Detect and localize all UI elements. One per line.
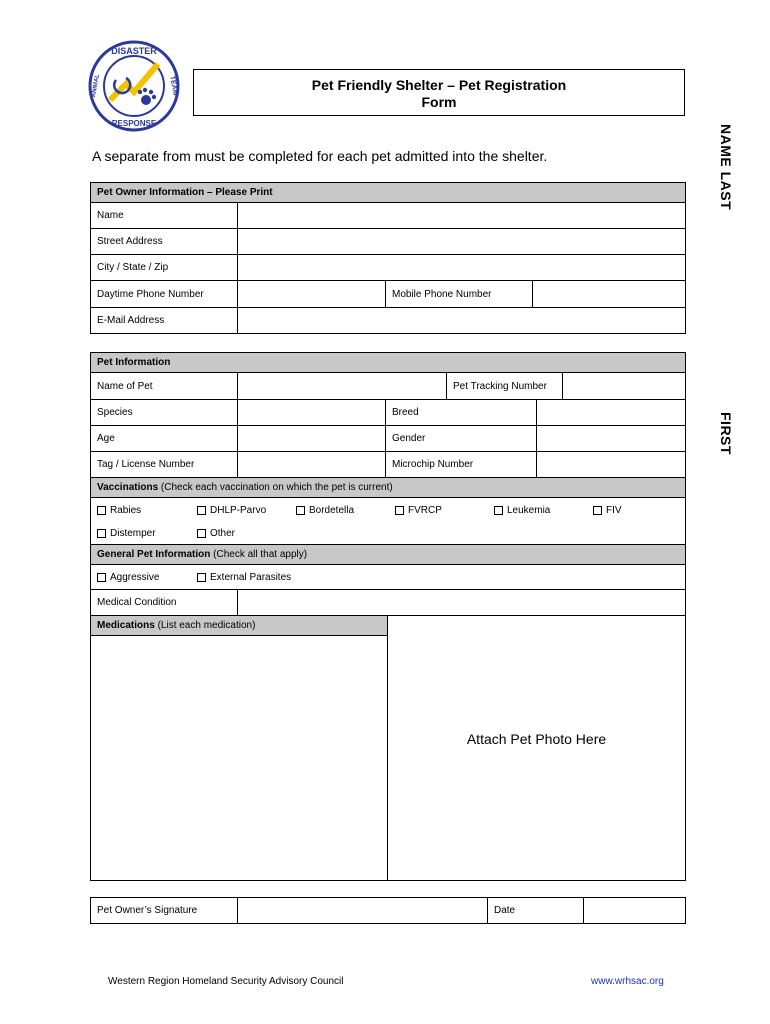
bordetella-label: Bordetella xyxy=(309,505,355,516)
breed-label: Breed xyxy=(385,399,537,426)
aggressive-checkbox[interactable] xyxy=(97,573,106,582)
vaccine-distemper-option[interactable] xyxy=(97,528,156,539)
logo xyxy=(88,40,180,132)
street-label: Street Address xyxy=(90,228,238,255)
leukemia-checkbox[interactable] xyxy=(494,506,503,515)
dhlp-checkbox[interactable] xyxy=(197,506,206,515)
photo-box[interactable] xyxy=(387,615,686,881)
distemper-checkbox[interactable] xyxy=(97,529,106,538)
tracking-label: Pet Tracking Number xyxy=(446,372,563,400)
fvrcp-checkbox[interactable] xyxy=(395,506,404,515)
street-field[interactable] xyxy=(237,228,686,255)
form-title-line2: Form xyxy=(421,94,457,110)
name-last-label: NAME LAST xyxy=(718,124,734,211)
form-title xyxy=(193,69,685,116)
vaccine-rabies-option[interactable] xyxy=(97,505,141,516)
mobile-phone-label: Mobile Phone Number xyxy=(385,280,533,308)
mobile-phone-field[interactable] xyxy=(532,280,686,308)
vaccinations-header-title: Vaccinations xyxy=(97,482,159,493)
tag-field[interactable] xyxy=(237,451,386,478)
distemper-label: Distemper xyxy=(110,528,156,539)
general-info-header-title: General Pet Information xyxy=(97,549,211,560)
owner-section-header: Pet Owner Information – Please Print xyxy=(90,182,686,203)
photo-label: Attach Pet Photo Here xyxy=(466,731,607,747)
microchip-field[interactable] xyxy=(536,451,686,478)
city-field[interactable] xyxy=(237,254,686,281)
parasites-label: External Parasites xyxy=(210,572,292,583)
bordetella-checkbox[interactable] xyxy=(296,506,305,515)
footer-url[interactable]: www.wrhsac.org xyxy=(591,976,664,987)
name-field[interactable] xyxy=(237,202,686,229)
date-field[interactable] xyxy=(583,897,686,924)
vaccine-bordetella-option[interactable] xyxy=(296,505,354,516)
intro-text: A separate from must be completed for each pet admitted into the shelter. xyxy=(92,148,548,164)
fvrcp-label: FVRCP xyxy=(408,505,442,516)
logo-bottom-text: RESPONSE xyxy=(111,119,157,128)
species-field[interactable] xyxy=(237,399,386,426)
pet-name-label: Name of Pet xyxy=(90,372,238,400)
medical-condition-label: Medical Condition xyxy=(90,589,238,616)
fiv-label: FIV xyxy=(606,505,622,516)
vaccinations-header-note: (Check each vaccination on which the pet is current) xyxy=(158,482,393,493)
gender-field[interactable] xyxy=(536,425,686,452)
other-checkbox[interactable] xyxy=(197,529,206,538)
medical-condition-field[interactable] xyxy=(237,589,686,616)
aggressive-label: Aggressive xyxy=(110,572,160,583)
other-label: Other xyxy=(210,528,236,539)
form-title-line1: Pet Friendly Shelter – Pet Registration xyxy=(311,77,567,93)
general-info-header-note: (Check all that apply) xyxy=(210,549,308,560)
name-label: Name xyxy=(90,202,238,229)
date-label: Date xyxy=(487,897,584,924)
vaccine-fvrcp-option[interactable] xyxy=(395,505,442,516)
vaccine-dhlp-option[interactable] xyxy=(197,505,266,516)
day-phone-label: Daytime Phone Number xyxy=(90,280,238,308)
vaccinations-header xyxy=(90,477,686,498)
rabies-checkbox[interactable] xyxy=(97,506,106,515)
gender-label: Gender xyxy=(385,425,537,452)
medications-field[interactable] xyxy=(90,635,388,881)
breed-field[interactable] xyxy=(536,399,686,426)
tracking-field[interactable] xyxy=(562,372,686,400)
vaccine-fiv-option[interactable] xyxy=(593,505,622,516)
species-label: Species xyxy=(90,399,238,426)
first-label: FIRST xyxy=(718,412,734,455)
email-field[interactable] xyxy=(237,307,686,334)
city-label: City / State / Zip xyxy=(90,254,238,281)
email-label: E-Mail Address xyxy=(90,307,238,334)
age-label: Age xyxy=(90,425,238,452)
age-field[interactable] xyxy=(237,425,386,452)
logo-right-text: TEAM xyxy=(168,75,179,97)
general-options-box xyxy=(90,564,686,590)
leukemia-label: Leukemia xyxy=(507,505,551,516)
medications-header-title: Medications xyxy=(97,620,155,631)
parasites-option[interactable] xyxy=(197,572,291,583)
signature-label: Pet Owner’s Signature xyxy=(90,897,238,924)
parasites-checkbox[interactable] xyxy=(197,573,206,582)
vaccine-other-option[interactable] xyxy=(197,528,235,539)
footer-org: Western Region Homeland Security Advisory Council xyxy=(108,976,344,987)
logo-top-text: DISASTER xyxy=(111,46,157,56)
vaccine-leukemia-option[interactable] xyxy=(494,505,550,516)
pet-name-field[interactable] xyxy=(237,372,447,400)
fiv-checkbox[interactable] xyxy=(593,506,602,515)
day-phone-field[interactable] xyxy=(237,280,386,308)
dhlp-label: DHLP-Parvo xyxy=(210,505,267,516)
signature-field[interactable] xyxy=(237,897,488,924)
rabies-label: Rabies xyxy=(110,505,142,516)
general-info-header xyxy=(90,544,686,565)
medications-header xyxy=(90,615,388,636)
microchip-label: Microchip Number xyxy=(385,451,537,478)
aggressive-option[interactable] xyxy=(97,572,159,583)
medications-header-note: (List each medication) xyxy=(154,620,256,631)
logo-left-text: ANIMAL xyxy=(91,73,101,98)
pet-section-header: Pet Information xyxy=(90,352,686,373)
tag-label: Tag / License Number xyxy=(90,451,238,478)
